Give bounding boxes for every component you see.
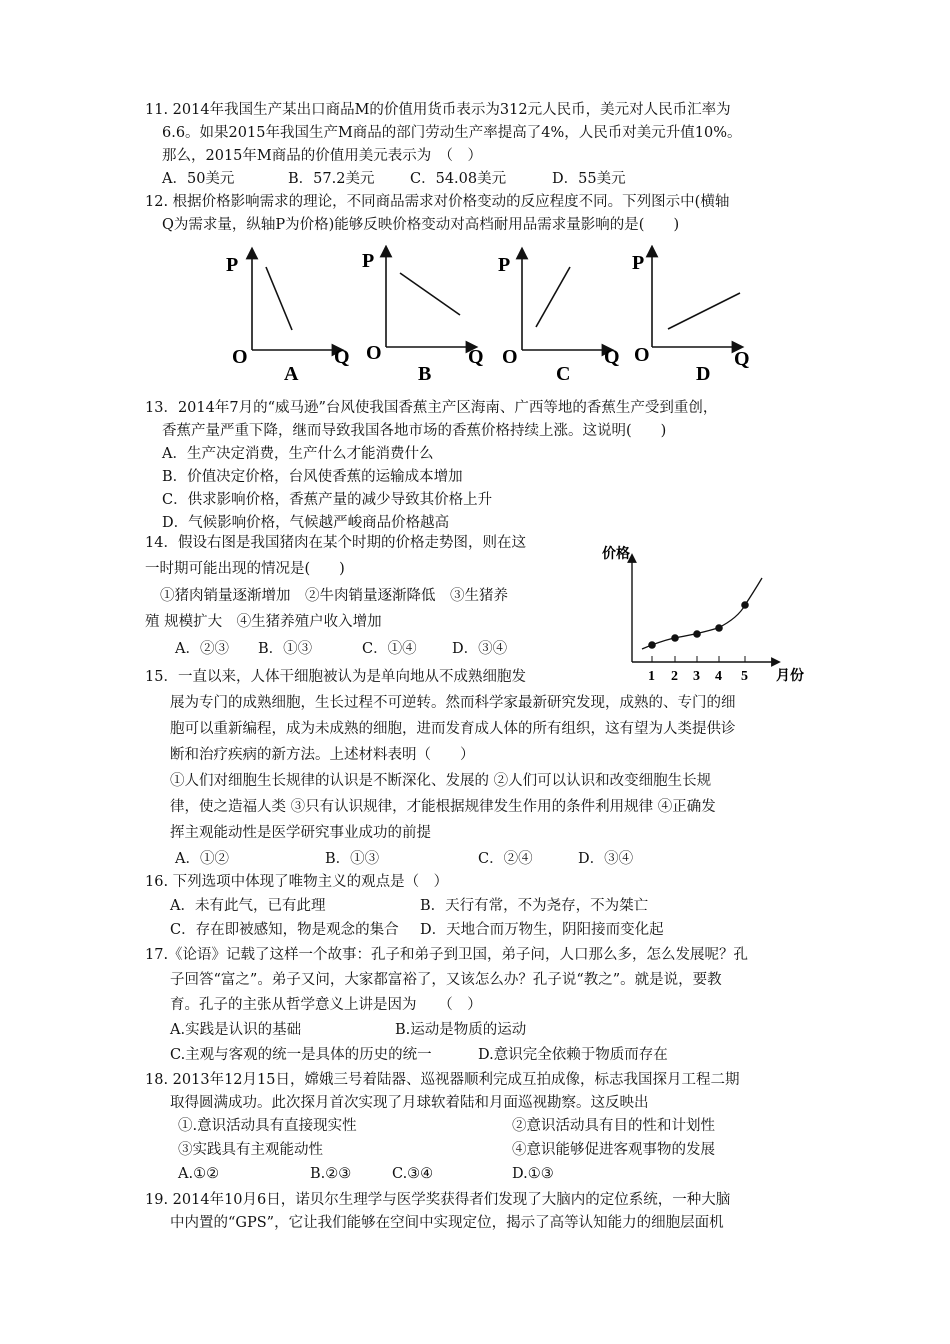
q12-graph-d-label: D bbox=[696, 363, 711, 385]
q12-graph-c-o: O bbox=[502, 346, 518, 368]
q14-chart-point-5 bbox=[741, 601, 749, 609]
q15-line-4: 断和治疗疾病的新方法。上述材料表明（ ） bbox=[170, 747, 475, 763]
q14-option-a: A．②③ bbox=[175, 641, 229, 657]
q18-item-4: ④意识能够促进客观事物的发展 bbox=[512, 1142, 715, 1158]
q18-option-d: D.①③ bbox=[512, 1166, 554, 1182]
q14-option-d: D．③④ bbox=[452, 641, 508, 657]
q15-option-b: B．①③ bbox=[325, 851, 380, 867]
q12-graph-c-curve bbox=[536, 267, 570, 327]
q13-line-2: 香蕉产量严重下降，继而导致我国各地市场的香蕉价格持续上涨。这说明( ) bbox=[162, 423, 667, 439]
q14-chart-xlabel: 月份 bbox=[776, 669, 804, 684]
q15-option-a: A．①② bbox=[175, 851, 229, 867]
q12-graph-a-q: Q bbox=[334, 346, 350, 368]
q12-graph-d-p: P bbox=[632, 252, 645, 274]
q14-line-1: 14．假设右图是我国猪肉在某个时期的价格走势图，则在这 bbox=[145, 535, 526, 551]
q16-option-c: C．存在即被感知，物是观念的集合 bbox=[170, 922, 399, 938]
q18-item-2: ②意识活动具有目的性和计划性 bbox=[512, 1118, 715, 1134]
q18-line-2: 取得圆满成功。此次探月首次实现了月球软着陆和月面巡视勘察。这反映出 bbox=[170, 1095, 649, 1111]
q14-price-chart bbox=[598, 538, 818, 688]
q15-line-3: 胞可以重新编程，成为未成熟的细胞，进而发育成人体的所有组织，这有望为人类提供诊 bbox=[170, 721, 736, 737]
q15-line-5: ①人们对细胞生长规律的认识是不断深化、发展的 ②人们可以认识和改变细胞生长规 bbox=[170, 773, 712, 789]
q11-line-2: 6.6。如果2015年我国生产M商品的部门劳动生产率提高了4%，人民币对美元升值10%。 bbox=[162, 125, 742, 141]
q12-graph-a bbox=[226, 253, 350, 385]
q18-line-1: 18. 2013年12月15日，嫦娥三号着陆器、巡视器顺利完成互拍成像，标志我国探月工程二期 bbox=[145, 1072, 740, 1088]
q14-line-3: ①猪肉销量逐渐增加 ②牛肉销量逐渐降低 ③生猪养 bbox=[160, 588, 508, 604]
q15-line-6: 律，使之造福人类 ③只有认识规律，才能根据规律发生作用的条件利用规律 ④正确发 bbox=[170, 799, 716, 815]
q18-option-a: A.①② bbox=[178, 1166, 220, 1182]
q11-option-a: A．50美元 bbox=[162, 171, 235, 187]
q12-graph-b bbox=[362, 250, 484, 385]
q16-line-1: 16. 下列选项中体现了唯物主义的观点是（ ） bbox=[145, 874, 449, 890]
q15-line-7: 挥主观能动性是医学研究事业成功的前提 bbox=[170, 825, 431, 841]
q12-graph-b-label: B bbox=[418, 363, 432, 385]
q14-chart-tick-3: 3 bbox=[693, 669, 700, 684]
q14-chart-curve bbox=[642, 578, 762, 649]
q12-graph-b-o: O bbox=[366, 342, 382, 364]
q12-line-2: Q为需求量，纵轴P为价格)能够反映价格变动对高档耐用品需求量影响的是( ) bbox=[162, 217, 680, 233]
q16-option-b: B．天行有常，不为尧存，不为桀亡 bbox=[420, 898, 649, 914]
q12-graph-c-label: C bbox=[556, 363, 571, 385]
q12-graph-c-q: Q bbox=[604, 346, 620, 368]
q12-graph-d-o: O bbox=[634, 344, 650, 366]
q14-chart-point-4 bbox=[715, 624, 723, 632]
q17-option-c: C.主观与客观的统一是具体的历史的统一 bbox=[170, 1047, 432, 1063]
q15-line-1: 15．一直以来，人体干细胞被认为是单向地从不成熟细胞发 bbox=[145, 669, 526, 685]
q12-graph-b-curve bbox=[400, 273, 460, 315]
q14-line-4: 殖 规模扩大 ④生猪养殖户收入增加 bbox=[145, 614, 382, 630]
q12-graph-a-p: P bbox=[226, 254, 239, 276]
q14-chart-tick-4: 4 bbox=[715, 669, 722, 684]
q19-line-2: 中内置的“GPS”，它让我们能够在空间中实现定位，揭示了高等认知能力的细胞层面机 bbox=[170, 1215, 724, 1231]
q14-option-c: C．①④ bbox=[362, 641, 417, 657]
q14-chart-ylabel: 价格 bbox=[602, 547, 630, 562]
q13-option-c: C．供求影响价格，香蕉产量的减少导致其价格上升 bbox=[162, 492, 493, 508]
q16-option-d: D．天地合而万物生，阴阳接而变化起 bbox=[420, 922, 664, 938]
q12-graph-d-q: Q bbox=[734, 348, 750, 370]
q17-option-a: A.实践是认识的基础 bbox=[170, 1022, 302, 1038]
q11-line-3: 那么，2015年M商品的价值用美元表示为 （ ） bbox=[162, 148, 482, 164]
q15-line-2: 展为专门的成熟细胞，生长过程不可逆转。然而科学家最新研究发现，成熟的、专门的细 bbox=[170, 695, 736, 711]
q12-graph-a-o: O bbox=[232, 346, 248, 368]
q12-graph-a-label: A bbox=[284, 363, 299, 385]
q17-line-1: 17.《论语》记载了这样一个故事：孔子和弟子到卫国，弟子问，人口那么多，怎么发展呢？孔 bbox=[145, 947, 749, 963]
q12-graph-b-q: Q bbox=[468, 346, 484, 368]
q13-line-1: 13．2014年7月的“威马逊”台风使我国香蕉主产区海南、广西等地的香蕉生产受到重创， bbox=[145, 400, 718, 416]
q18-option-c: C.③④ bbox=[392, 1166, 434, 1182]
q14-chart-point-3 bbox=[693, 630, 701, 638]
q18-item-1: ①.意识活动具有直接现实性 bbox=[178, 1118, 357, 1134]
q17-option-d: D.意识完全依赖于物质而存在 bbox=[478, 1047, 668, 1063]
q12-graph-b-p: P bbox=[362, 250, 375, 272]
q18-item-3: ③实践具有主观能动性 bbox=[178, 1142, 323, 1158]
q15-option-d: D．③④ bbox=[578, 851, 634, 867]
q13-option-a: A．生产决定消费，生产什么才能消费什么 bbox=[162, 446, 434, 462]
q19-line-1: 19. 2014年10月6日，诺贝尔生理学与医学奖获得者们发现了大脑内的定位系统，一种大脑 bbox=[145, 1192, 731, 1208]
q12-graph-c bbox=[498, 253, 620, 385]
q13-option-b: B．价值决定价格，台风使香蕉的运输成本增加 bbox=[162, 469, 463, 485]
q14-chart-tick-2: 2 bbox=[671, 669, 678, 684]
q11-line-1: 11. 2014年我国生产某出口商品M的价值用货币表示为312元人民币，美元对人民币汇率为 bbox=[145, 102, 731, 118]
q15-option-c: C．②④ bbox=[478, 851, 533, 867]
q12-demand-graphs bbox=[220, 245, 760, 385]
q12-graph-c-p: P bbox=[498, 254, 511, 276]
q14-chart-tick-1: 1 bbox=[648, 669, 655, 684]
q17-option-b: B.运动是物质的运动 bbox=[395, 1022, 527, 1038]
q12-graph-a-curve bbox=[266, 267, 292, 330]
q14-chart-point-1 bbox=[648, 641, 656, 649]
q18-option-b: B.②③ bbox=[310, 1166, 352, 1182]
q17-line-2: 子回答“富之”。弟子又问，大家都富裕了，又该怎么办？孔子说“教之”。就是说，要教 bbox=[170, 972, 722, 988]
q12-graph-d bbox=[632, 251, 750, 385]
q11-option-b: B．57.2美元 bbox=[288, 171, 375, 187]
q12-line-1: 12. 根据价格影响需求的理论，不同商品需求对价格变动的反应程度不同。下列图示中(横轴 bbox=[145, 194, 730, 210]
q14-chart-tick-5: 5 bbox=[741, 669, 748, 684]
q14-chart-point-2 bbox=[671, 634, 679, 642]
q17-line-3: 育。孔子的主张从哲学意义上讲是因为 （ ） bbox=[170, 997, 482, 1013]
q14-option-b: B．①③ bbox=[258, 641, 313, 657]
q12-graph-d-curve bbox=[668, 293, 740, 329]
q11-option-d: D．55美元 bbox=[552, 171, 626, 187]
q16-option-a: A．未有此气，已有此理 bbox=[170, 898, 326, 914]
q14-line-2: 一时期可能出现的情况是( ) bbox=[145, 561, 345, 577]
q11-option-c: C．54.08美元 bbox=[410, 171, 507, 187]
q13-option-d: D．气候影响价格，气候越严峻商品价格越高 bbox=[162, 515, 450, 531]
